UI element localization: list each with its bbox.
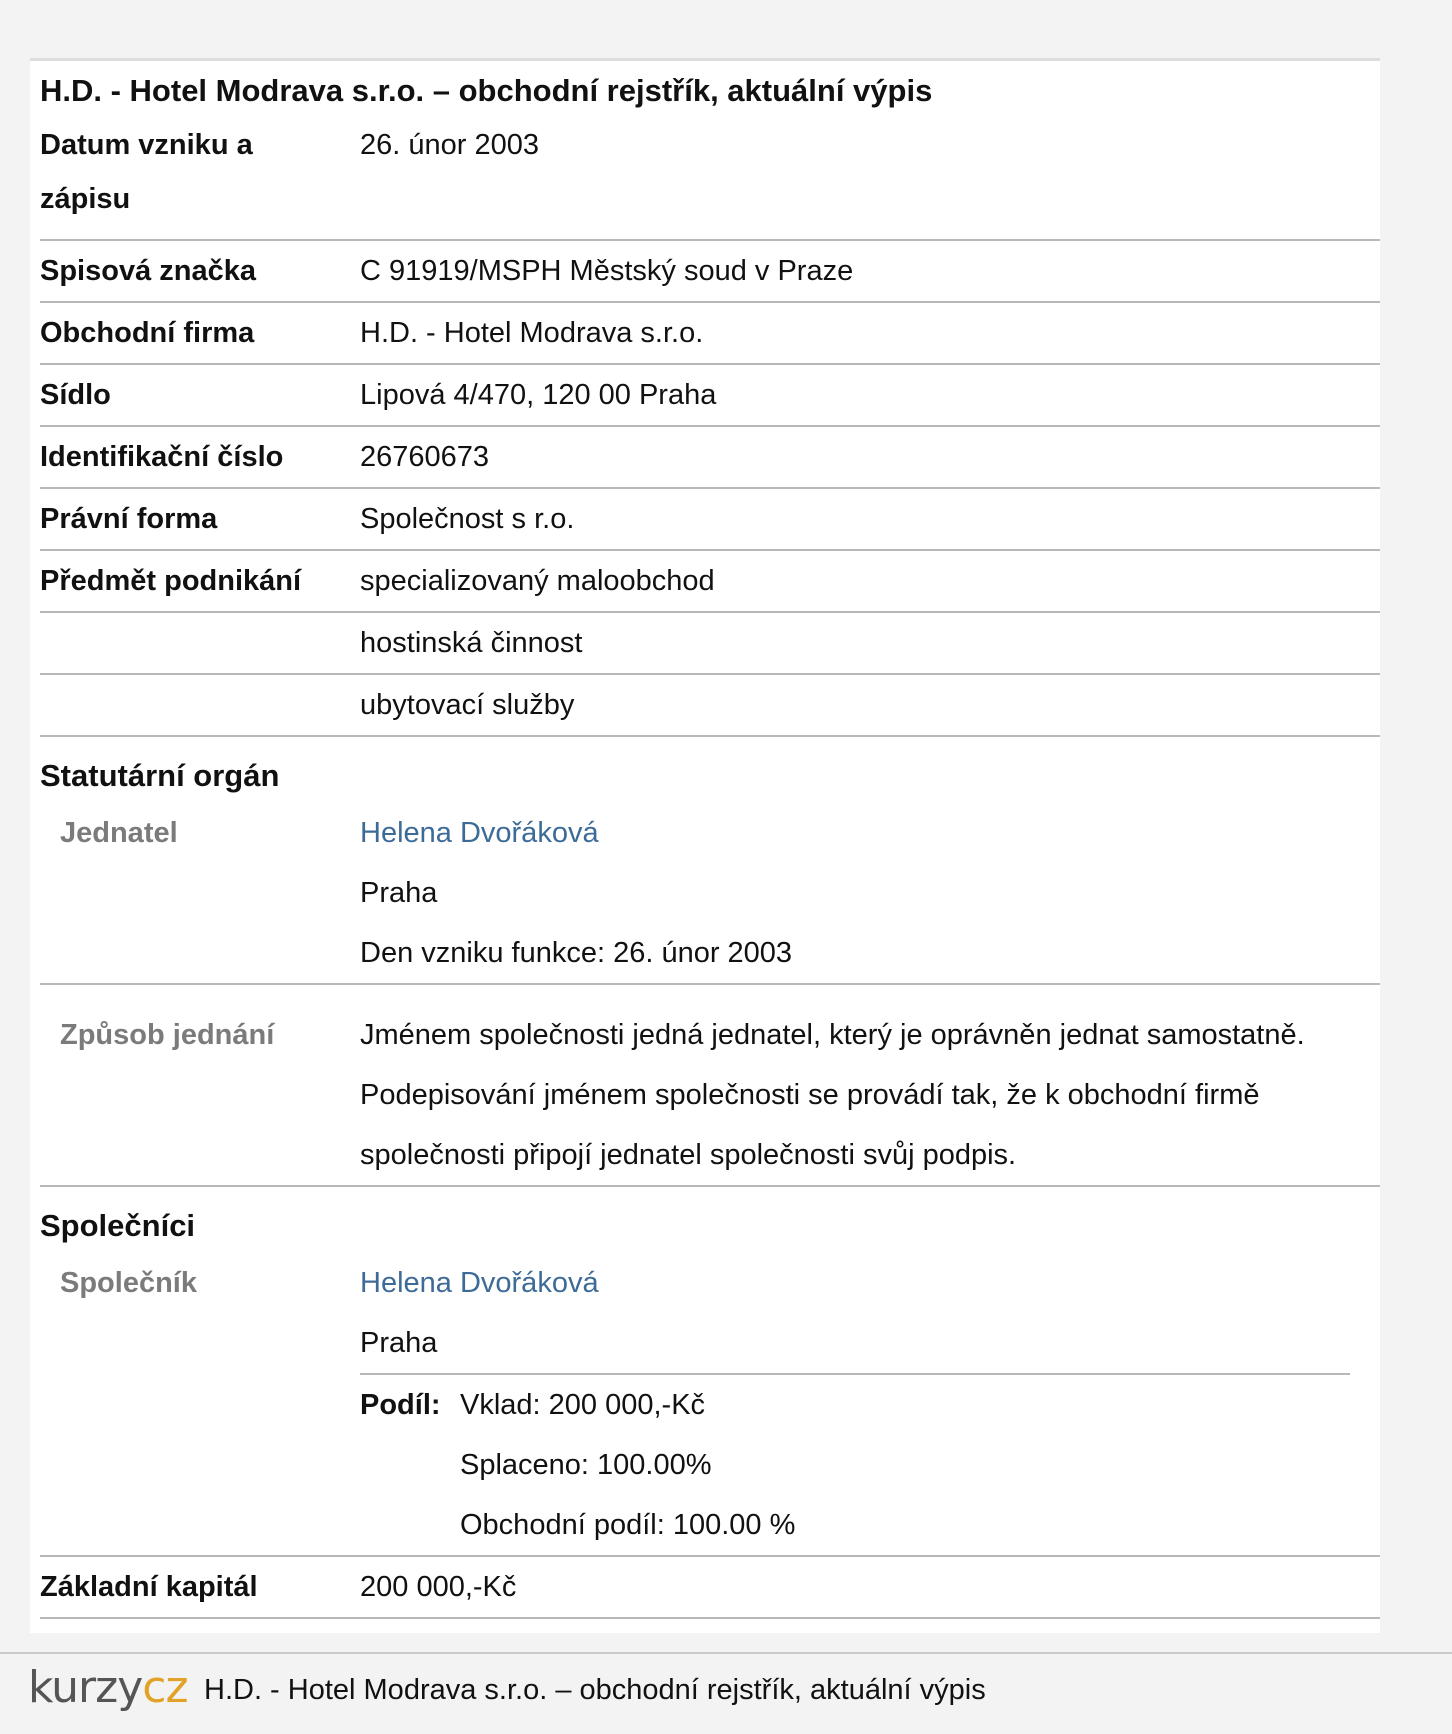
separator bbox=[40, 983, 1380, 985]
section-statutory: Statutární orgán bbox=[40, 758, 280, 793]
value-capital: 200 000,-Kč bbox=[360, 1571, 517, 1603]
row-business-activity-2 bbox=[40, 613, 1380, 673]
row-acting-method bbox=[40, 1005, 1380, 1185]
kurzy-logo[interactable] bbox=[28, 1662, 188, 1713]
label-ico: Identifikační číslo bbox=[40, 441, 284, 473]
share-details bbox=[460, 1375, 795, 1555]
separator bbox=[40, 1617, 1380, 1619]
row-ico bbox=[40, 427, 1380, 487]
partner-city: Praha bbox=[360, 1327, 438, 1359]
value-business-activity-2: hostinská činnost bbox=[360, 627, 583, 659]
row-seat bbox=[40, 365, 1380, 425]
logo-part-kurzy: kurzy bbox=[28, 1662, 143, 1713]
page-title: H.D. - Hotel Modrava s.r.o. – obchodní rejstřík, aktuální výpis bbox=[40, 73, 933, 108]
footer-title: H.D. - Hotel Modrava s.r.o. – obchodní rejstřík, aktuální výpis bbox=[204, 1674, 986, 1706]
label-acting-method: Způsob jednání bbox=[60, 1019, 275, 1051]
footer-bar bbox=[0, 1652, 1452, 1734]
logo-part-cz: cz bbox=[142, 1662, 188, 1713]
acting-method-line: Podepisování jménem společnosti se provádí tak, že k obchodní firmě bbox=[360, 1079, 1260, 1111]
label-partner: Společník bbox=[60, 1267, 197, 1299]
separator bbox=[40, 1185, 1380, 1187]
acting-method-line: společnosti připojí jednatel společnosti svůj podpis. bbox=[360, 1139, 1017, 1171]
share-deposit: Vklad: 200 000,-Kč bbox=[460, 1389, 706, 1421]
value-business-activity-3: ubytovací služby bbox=[360, 689, 575, 721]
row-executive bbox=[40, 803, 1380, 983]
label-founding-date: Datum vzniku a zápisu bbox=[40, 129, 253, 215]
row-file-number bbox=[40, 241, 1380, 301]
partner-name-link[interactable]: Helena Dvořáková bbox=[360, 1267, 599, 1299]
label-seat: Sídlo bbox=[40, 379, 111, 411]
row-legal-form bbox=[40, 489, 1380, 549]
executive-city: Praha bbox=[360, 877, 438, 909]
separator bbox=[40, 735, 1380, 737]
section-partners: Společníci bbox=[40, 1208, 196, 1243]
row-business-activity-3 bbox=[40, 675, 1380, 735]
row-capital bbox=[40, 1557, 1380, 1617]
value-seat: Lipová 4/470, 120 00 Praha bbox=[360, 379, 717, 411]
executive-function-start: Den vzniku funkce: 26. únor 2003 bbox=[360, 937, 793, 969]
value-partner bbox=[360, 1253, 599, 1373]
value-acting-method bbox=[360, 1005, 1305, 1185]
value-company-name: H.D. - Hotel Modrava s.r.o. bbox=[360, 317, 704, 349]
label-capital: Základní kapitál bbox=[40, 1571, 258, 1603]
value-executive bbox=[360, 803, 792, 983]
acting-method-line: Jménem společnosti jedná jednatel, který je oprávněn jednat samostatně. bbox=[360, 1019, 1305, 1051]
row-founding-date bbox=[40, 118, 1380, 228]
label-executive: Jednatel bbox=[60, 817, 178, 849]
row-business-activity bbox=[40, 551, 1380, 611]
share-paid: Splaceno: 100.00% bbox=[460, 1449, 712, 1481]
label-legal-form: Právní forma bbox=[40, 503, 218, 535]
value-business-activity-1: specializovaný maloobchod bbox=[360, 565, 715, 597]
share-label: Podíl: bbox=[360, 1389, 441, 1421]
label-business-activity: Předmět podnikání bbox=[40, 565, 302, 597]
row-partner bbox=[40, 1253, 1380, 1373]
row-company-name bbox=[40, 303, 1380, 363]
executive-name-link[interactable]: Helena Dvořáková bbox=[360, 817, 599, 849]
value-ico: 26760673 bbox=[360, 441, 490, 473]
share-ownership: Obchodní podíl: 100.00 % bbox=[460, 1509, 796, 1541]
value-file-number: C 91919/MSPH Městský soud v Praze bbox=[360, 255, 854, 287]
value-founding-date: 26. únor 2003 bbox=[360, 129, 539, 161]
label-file-number: Spisová značka bbox=[40, 255, 256, 287]
value-legal-form: Společnost s r.o. bbox=[360, 503, 575, 535]
label-company-name: Obchodní firma bbox=[40, 317, 255, 349]
